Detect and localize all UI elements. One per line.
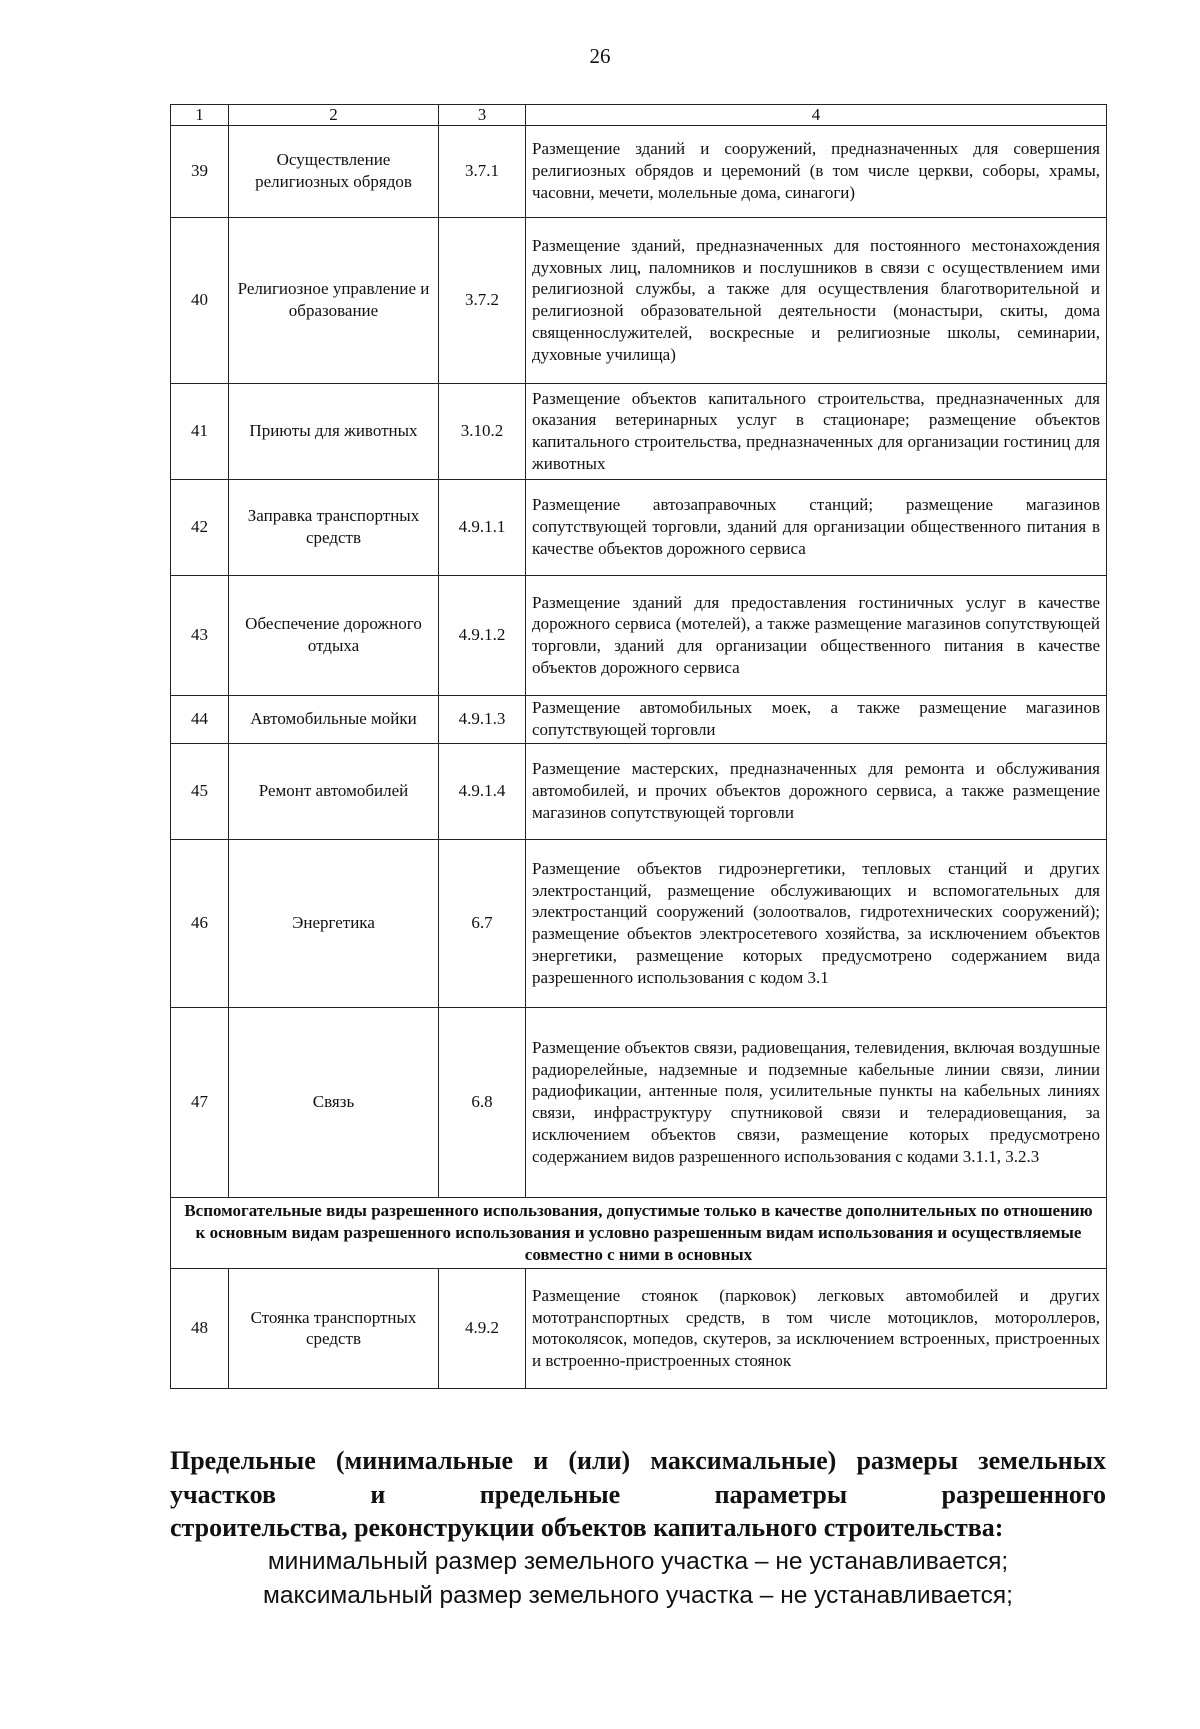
use-type-description: Размещение объектов капитального строительства, предназначенных для оказания ветеринарных услуг в стационаре; размещение объектов капитального строительства, предназначенных для организации гостиниц для животных bbox=[526, 383, 1107, 479]
heading-text: Предельные (минимальные и (или) максимальные) размеры земельных участков и предельные параметры разрешенного bbox=[170, 1446, 1106, 1509]
use-type-code: 6.7 bbox=[439, 839, 526, 1007]
land-use-table bbox=[170, 104, 1107, 1389]
table-row bbox=[171, 695, 1107, 743]
min-plot-size: минимальный размер земельного участка – не устанавливается; bbox=[267, 1547, 1009, 1575]
use-type-code: 4.9.1.1 bbox=[439, 479, 526, 575]
table-header-row bbox=[171, 105, 1107, 126]
page-number: 26 bbox=[589, 44, 611, 68]
row-number: 47 bbox=[171, 1007, 229, 1197]
use-type-code: 3.10.2 bbox=[439, 383, 526, 479]
use-type-name: Религиозное управление и образование bbox=[229, 217, 439, 383]
use-type-description: Размещение объектов связи, радиовещания, телевидения, включая воздушные радиорелейные, надземные и подземные кабельные линии связи, линии радиофикации, антенные поля, усилительные пункты на кабельных линиях связи, инфраструктуру спутниковой связи и телерадиовещания, за исключением объектов связи, размещение которых предусмотрено содержанием видов разрешенного использования с кодами 3.1.1, 3.2.3 bbox=[526, 1007, 1107, 1197]
row-number: 46 bbox=[171, 839, 229, 1007]
use-type-name: Обеспечение дорожного отдыха bbox=[229, 575, 439, 695]
use-type-name: Ремонт автомобилей bbox=[229, 743, 439, 839]
column-header: 1 bbox=[171, 105, 229, 126]
row-number: 41 bbox=[171, 383, 229, 479]
table-row bbox=[171, 743, 1107, 839]
table-row bbox=[171, 1268, 1107, 1388]
limit-parameters-heading bbox=[170, 1444, 1106, 1545]
use-type-description: Размещение автомобильных моек, а также размещение магазинов сопутствующей торговли bbox=[526, 695, 1107, 743]
limit-parameters-section bbox=[170, 1444, 1106, 1614]
heading-text-last: строительства, реконструкции объектов капитального строительства: bbox=[170, 1513, 1004, 1543]
use-type-description: Размещение зданий для предоставления гостиничных услуг в качестве дорожного сервиса (мотелей), а также размещение магазинов сопутствующей торговли, зданий для организации общественного питания в качестве объектов дорожного сервиса bbox=[526, 575, 1107, 695]
row-number: 43 bbox=[171, 575, 229, 695]
use-type-name: Энергетика bbox=[229, 839, 439, 1007]
table-row bbox=[171, 383, 1107, 479]
use-type-description: Размещение автозаправочных станций; размещение магазинов сопутствующей торговли, зданий для организации общественного питания в качестве объектов дорожного сервиса bbox=[526, 479, 1107, 575]
use-type-description: Размещение стоянок (парковок) легковых автомобилей и других мототранспортных средств, в том числе мотоциклов, мотороллеров, мотоколясок, мопедов, скутеров, за исключением встроенных, пристроенных и встроенно-пристроенных стоянок bbox=[526, 1268, 1107, 1388]
section-header-row bbox=[171, 1197, 1107, 1268]
table-row bbox=[171, 479, 1107, 575]
table-row bbox=[171, 839, 1107, 1007]
use-type-description: Размещение мастерских, предназначенных для ремонта и обслуживания автомобилей, и прочих объектов дорожного сервиса, а также размещение магазинов сопутствующей торговли bbox=[526, 743, 1107, 839]
row-number: 44 bbox=[171, 695, 229, 743]
row-number: 48 bbox=[171, 1268, 229, 1388]
use-type-code: 3.7.1 bbox=[439, 125, 526, 217]
column-header: 4 bbox=[526, 105, 1107, 126]
use-type-code: 4.9.1.2 bbox=[439, 575, 526, 695]
column-header: 3 bbox=[439, 105, 526, 126]
use-type-name: Осуществление религиозных обрядов bbox=[229, 125, 439, 217]
use-type-name: Автомобильные мойки bbox=[229, 695, 439, 743]
row-number: 42 bbox=[171, 479, 229, 575]
use-type-name: Приюты для животных bbox=[229, 383, 439, 479]
table-row bbox=[171, 1007, 1107, 1197]
use-type-name: Стоянка транспортных средств bbox=[229, 1268, 439, 1388]
use-type-code: 4.9.2 bbox=[439, 1268, 526, 1388]
table-row bbox=[171, 125, 1107, 217]
row-number: 40 bbox=[171, 217, 229, 383]
use-type-description: Размещение зданий, предназначенных для постоянного местонахождения духовных лиц, паломников и послушников в связи с осуществлением ими религиозной службы, а также для осуществления благотворительной и религиозной образовательной деятельности (монастыри, скиты, дома священнослужителей, воскресные и религиозные школы, семинарии, духовные училища) bbox=[526, 217, 1107, 383]
use-type-name: Заправка транспортных средств bbox=[229, 479, 439, 575]
auxiliary-uses-title: Вспомогательные виды разрешенного использования, допустимые только в качестве дополнительных по отношению к основным видам разрешенного использования и условно разрешенным видам использования и осуществляемые совместно с ними в основных bbox=[171, 1197, 1107, 1268]
max-plot-size: максимальный размер земельного участка – не устанавливается; bbox=[263, 1582, 1013, 1610]
use-type-description: Размещение объектов гидроэнергетики, тепловых станций и других электростанций, размещение обслуживающих и вспомогательных для электростанций сооружений (золоотвалов, гидротехнических сооружений); размещение объектов электросетевого хозяйства, за исключением объектов энергетики, размещение которых предусмотрено содержанием вида разрешенного использования с кодом 3.1 bbox=[526, 839, 1107, 1007]
use-type-name: Связь bbox=[229, 1007, 439, 1197]
use-type-code: 3.7.2 bbox=[439, 217, 526, 383]
table-row bbox=[171, 575, 1107, 695]
use-type-code: 6.8 bbox=[439, 1007, 526, 1197]
use-type-description: Размещение зданий и сооружений, предназначенных для совершения религиозных обрядов и церемоний (в том числе церкви, соборы, храмы, часовни, мечети, молельные дома, синагоги) bbox=[526, 125, 1107, 217]
use-type-code: 4.9.1.4 bbox=[439, 743, 526, 839]
use-type-code: 4.9.1.3 bbox=[439, 695, 526, 743]
table-row bbox=[171, 217, 1107, 383]
column-header: 2 bbox=[229, 105, 439, 126]
row-number: 39 bbox=[171, 125, 229, 217]
row-number: 45 bbox=[171, 743, 229, 839]
